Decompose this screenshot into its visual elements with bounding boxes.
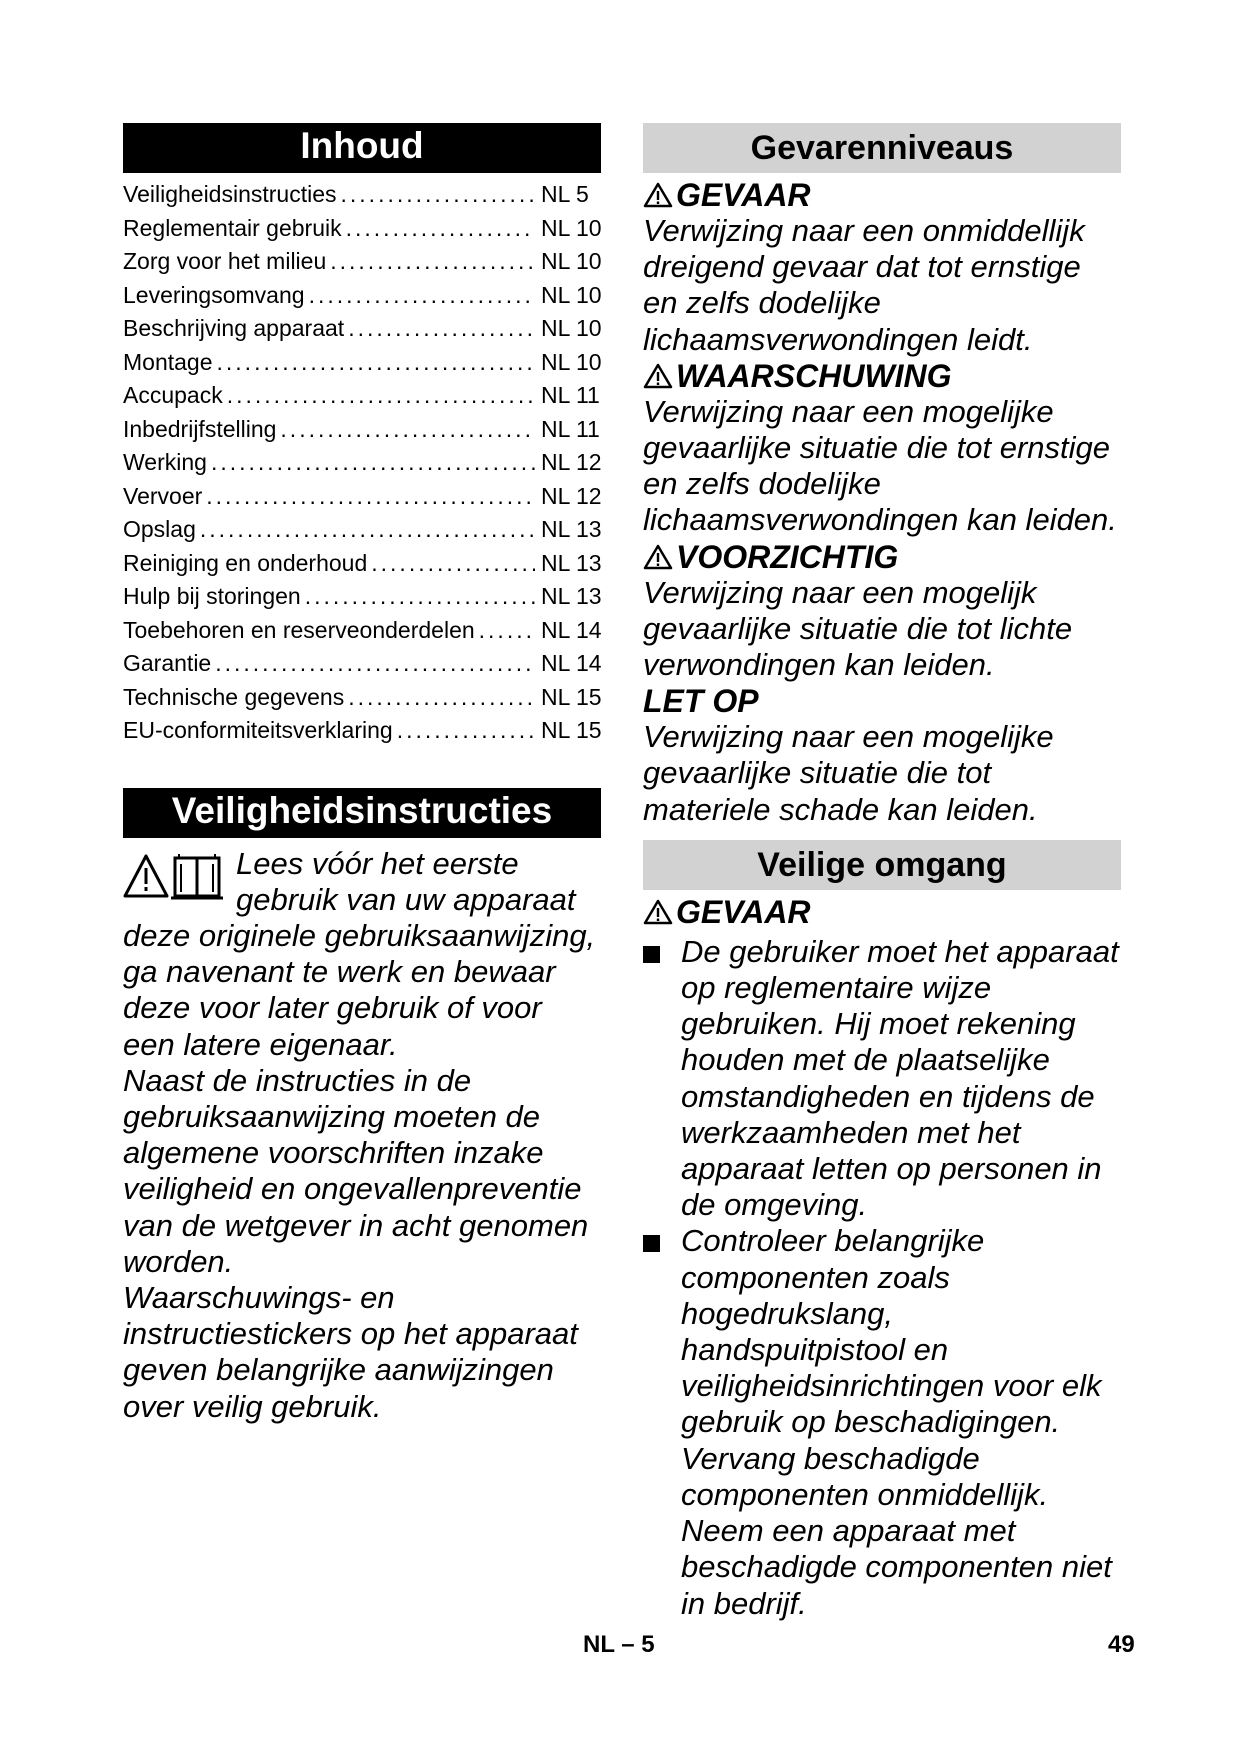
safety-paragraph: Waarschuwings- en instructiestickers op het apparaat geven belangrijke aanwijzingen over veilig gebruik. — [123, 1279, 578, 1424]
toc-leader — [346, 215, 535, 242]
toc-leader — [348, 315, 535, 342]
list-item — [643, 934, 1121, 1224]
hazard-level-label: VOORZICHTIG — [643, 539, 1121, 575]
safety-paragraph: Lees vóór het eerste gebruik van uw apparaat deze originele gebruiksaanwijzing, ga navenant te werk en bewaar deze voor later gebruik of voor een latere eigenaar. — [123, 845, 596, 1062]
toc-entry-page: NL 10 — [541, 315, 602, 341]
toc-entry[interactable] — [123, 382, 601, 416]
toc-entry-page: NL 10 — [541, 281, 602, 308]
page-number: 49 — [1108, 1631, 1135, 1658]
safety-text — [123, 846, 601, 1425]
hazard-level-text: Verwijzing naar een mogelijke gevaarlijke situatie die tot ernstige en zelfs dodelijke lichaamsverwondingen kan leiden. — [643, 393, 1117, 538]
warning-triangle-icon — [643, 543, 673, 571]
toc-leader — [305, 583, 535, 610]
toc-entry-title: Inbedrijfstelling — [123, 415, 277, 442]
toc-entry-page: NL 10 — [541, 214, 602, 241]
toc-entry-title: Technische gegevens — [123, 683, 345, 710]
toc-entry-page: NL 15 — [541, 683, 602, 710]
toc-entry-title: Reiniging en onderhoud — [123, 549, 368, 576]
hazard-level-label: LET OP — [643, 683, 759, 720]
toc-leader — [341, 181, 535, 208]
warning-triangle-icon — [643, 898, 673, 926]
toc-leader — [206, 483, 535, 510]
toc-entry-title: Opslag — [123, 516, 196, 542]
toc-entry[interactable] — [123, 550, 601, 584]
left-column — [123, 123, 601, 1425]
toc-entry-page: NL 10 — [541, 248, 602, 274]
toc-leader — [280, 416, 535, 443]
toc-entry[interactable] — [123, 449, 601, 483]
toc-entry-page: NL 13 — [541, 549, 602, 576]
toc-entry[interactable] — [123, 650, 601, 684]
toc-entry[interactable] — [123, 215, 601, 249]
warning-triangle-book-icon — [123, 848, 236, 908]
toc-entry[interactable] — [123, 416, 601, 450]
safety-paragraph: Naast de instructies in de gebruiksaanwijzing moeten de algemene voorschriften inzake veiligheid en ongevallenpreventie van de wetgever in acht genomen worden. — [123, 1062, 589, 1279]
toc-entry-title: Accupack — [123, 382, 223, 408]
toc-entry[interactable] — [123, 282, 601, 316]
toc-entry-page: NL 11 — [541, 415, 600, 442]
toc-entry-title: Beschrijving apparaat — [123, 315, 345, 341]
toc-entry[interactable] — [123, 248, 601, 282]
hazard-levels-heading: Gevarenniveaus — [643, 123, 1121, 173]
bullet-square-icon — [643, 946, 660, 963]
toc-entry-title: Garantie — [123, 650, 212, 676]
section-page-number: NL – 5 — [583, 1631, 655, 1658]
toc-entry[interactable] — [123, 181, 601, 215]
toc-entry[interactable] — [123, 684, 601, 718]
warning-triangle-icon — [643, 181, 673, 209]
toc-entry-title: Werking — [123, 449, 207, 475]
toc-entry[interactable] — [123, 483, 601, 517]
toc-leader — [479, 617, 535, 644]
toc-leader — [348, 684, 535, 711]
safe-handling-list — [643, 934, 1121, 1622]
hazard-level-label: GEVAAR — [643, 894, 1121, 930]
toc-leader — [330, 248, 535, 275]
toc-entry[interactable] — [123, 583, 601, 617]
toc-leader — [215, 650, 535, 677]
list-item-text: Controleer belangrijke componenten zoals hogedrukslang, handspuitpistool en veiligheidsinrichtingen voor elk gebruik op beschadigingen. Vervang beschadigde componenten onmiddellijk. Neem een apparaat met beschadigde componenten niet in bedrijf. — [681, 1223, 1112, 1621]
hazard-level-label: WAARSCHUWING — [643, 358, 1121, 394]
hazard-level-text: Verwijzing naar een onmiddellijk dreigend gevaar dat tot ernstige en zelfs dodelijke lichaamsverwondingen leidt. — [643, 213, 1085, 357]
hazard-level-text: Verwijzing naar een mogelijk gevaarlijke situatie die tot lichte verwondingen kan leiden. — [643, 574, 1073, 683]
toc-entry-title: Vervoer — [123, 482, 203, 509]
toc-entry[interactable] — [123, 516, 601, 550]
toc-leader — [397, 717, 535, 744]
toc-leader — [211, 449, 535, 476]
toc-entry[interactable] — [123, 717, 601, 751]
toc-entry-title: Zorg voor het milieu — [123, 248, 327, 274]
toc-entry-title: Reglementair gebruik — [123, 214, 342, 241]
warning-triangle-icon — [643, 362, 673, 390]
toc-entry[interactable] — [123, 315, 601, 349]
toc-entry[interactable] — [123, 349, 601, 383]
toc-entry-page: NL 14 — [541, 650, 602, 676]
contents-heading: Inhoud — [123, 123, 601, 173]
toc-entry-title: Veiligheidsinstructies — [123, 181, 337, 207]
toc-leader — [371, 550, 535, 577]
right-column — [643, 123, 1121, 1622]
toc-leader — [217, 349, 535, 376]
toc-entry-page: NL 5 — [541, 181, 589, 207]
toc-entry-page: NL 12 — [541, 482, 602, 509]
safe-handling-heading: Veilige omgang — [643, 840, 1121, 890]
bullet-square-icon — [643, 1235, 660, 1252]
toc-entry-page: NL 12 — [541, 449, 602, 475]
safety-heading: Veiligheidsinstructies — [123, 788, 601, 838]
toc-leader — [227, 382, 535, 409]
toc-leader — [309, 282, 535, 309]
toc-entry-page: NL 11 — [541, 382, 600, 408]
toc-entry-title: Hulp bij storingen — [123, 583, 301, 609]
toc-entry-page: NL 13 — [541, 583, 602, 609]
warning-manual-icons — [123, 848, 236, 908]
toc-entry-title: EU-conformiteitsverklaring — [123, 717, 393, 743]
toc-entry-title: Montage — [123, 348, 213, 375]
list-item — [643, 1223, 1121, 1621]
hazard-level-text: Verwijzing naar een mogelijke gevaarlijke situatie die tot materiele schade kan leiden. — [643, 719, 1054, 827]
toc-entry-page: NL 13 — [541, 516, 602, 542]
hazard-level-label: GEVAAR — [643, 177, 1121, 213]
toc-entry-page: NL 10 — [541, 348, 602, 375]
toc-entry-page: NL 14 — [541, 616, 602, 643]
toc-entry[interactable] — [123, 617, 601, 651]
toc-entry-page: NL 15 — [541, 717, 602, 743]
list-item-text: De gebruiker moet het apparaat op reglementaire wijze gebruiken. Hij moet rekening houden met de plaatselijke omstandigheden en tijdens de werkzaamheden met het apparaat letten op personen in de omgeving. — [681, 933, 1119, 1223]
table-of-contents — [123, 181, 601, 751]
toc-entry-title: Leveringsomvang — [123, 281, 305, 308]
toc-leader — [200, 516, 535, 543]
toc-entry-title: Toebehoren en reserveonderdelen — [123, 616, 475, 643]
